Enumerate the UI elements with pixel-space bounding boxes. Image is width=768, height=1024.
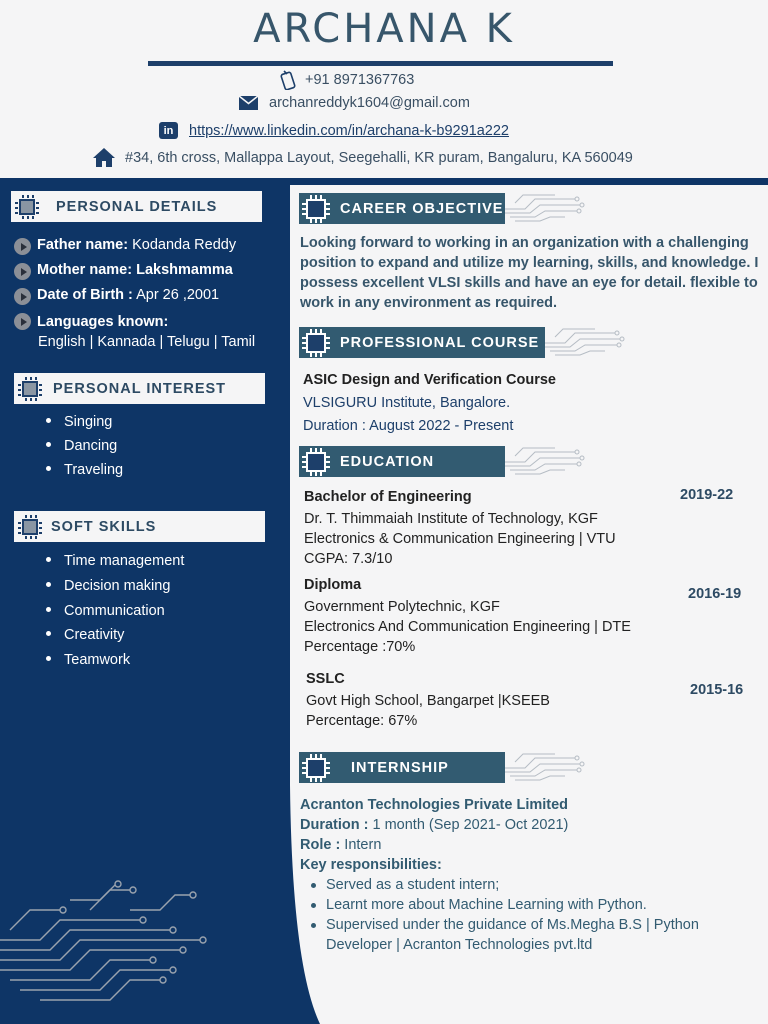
list-item: Teamwork <box>46 648 184 673</box>
father-label: Father name: <box>37 237 129 253</box>
education-heading <box>299 446 505 477</box>
chip-icon <box>18 377 42 401</box>
phone-number: +91 8971367763 <box>305 72 415 88</box>
languages-row <box>14 312 255 352</box>
chip-icon <box>302 329 330 357</box>
course-name: ASIC Design and Verification Course <box>303 372 556 388</box>
education-degree: Bachelor of Engineering <box>304 489 472 505</box>
list-item: Dancing <box>46 434 123 458</box>
phone-icon <box>280 70 296 90</box>
duration-label: Duration : <box>300 817 369 833</box>
education-line: Percentage: 67% <box>306 713 418 729</box>
career-objective-title: CAREER OBJECTIVE <box>340 200 504 217</box>
mother-label: Mother name: <box>37 262 133 278</box>
education-line: CGPA: 7.3/10 <box>304 551 393 567</box>
play-bullet-icon <box>14 263 31 280</box>
play-bullet-icon <box>14 238 31 255</box>
education-line: Government Polytechnic, KGF <box>304 599 500 615</box>
soft-skills-heading <box>14 511 265 542</box>
mail-icon <box>239 96 258 110</box>
address-text: #34, 6th cross, Mallappa Layout, Seegehalli, KR puram, Bangaluru, KA 560049 <box>125 149 633 166</box>
address-row <box>93 148 633 167</box>
chip-icon <box>18 515 42 539</box>
education-year: 2019-22 <box>680 487 734 503</box>
education-degree: SSLC <box>306 671 345 687</box>
languages-label: Languages known: <box>37 314 169 330</box>
professional-course-title: PROFESSIONAL COURSE <box>340 334 540 351</box>
internship-duration <box>300 817 568 833</box>
responsibilities-list <box>310 875 760 955</box>
education-line: Percentage :70% <box>304 639 416 655</box>
list-item: Singing <box>46 410 123 434</box>
father-value: Kodanda Reddy <box>128 237 237 253</box>
chip-icon <box>302 448 330 476</box>
internship-role <box>300 837 381 853</box>
career-objective-heading <box>299 193 505 224</box>
dob-row <box>14 287 219 305</box>
list-item: Learnt more about Machine Learning with Python. <box>310 895 760 915</box>
education-line: Electronics & Communication Engineering | VTU <box>304 531 616 547</box>
email-row <box>239 95 470 111</box>
list-item: Creativity <box>46 623 184 648</box>
role-label: Role : <box>300 837 341 853</box>
education-line: Govt High School, Bangarpet |KSEEB <box>306 693 550 709</box>
chip-icon <box>15 195 39 219</box>
father-name-row <box>14 237 236 255</box>
key-responsibilities-label: Key responsibilities: <box>300 857 442 873</box>
course-institute: VLSIGURU Institute, Bangalore. <box>303 395 511 411</box>
internship-heading <box>299 752 505 783</box>
list-item: Communication <box>46 599 184 624</box>
interest-list <box>46 410 123 482</box>
soft-skills-title: SOFT SKILLS <box>51 518 157 535</box>
education-line: Electronics And Communication Engineering | DTE <box>304 619 631 635</box>
education-year: 2016-19 <box>688 586 742 602</box>
dob-value: Apr 26 ,2001 <box>132 287 220 303</box>
chip-icon <box>302 195 330 223</box>
professional-course-heading <box>299 327 545 358</box>
internship-company: Acranton Technologies Private Limited <box>300 797 569 813</box>
education-details <box>304 509 616 569</box>
education-degree: Diploma <box>304 577 362 593</box>
mother-name-row <box>14 262 233 280</box>
chip-icon <box>302 754 330 782</box>
play-bullet-icon <box>14 313 31 330</box>
name-underline <box>148 61 613 66</box>
dob-label: Date of Birth : <box>37 287 133 303</box>
course-duration: Duration : August 2022 - Present <box>303 418 514 434</box>
linkedin-link[interactable]: https://www.linkedin.com/in/archana-k-b9291a222 <box>189 122 509 139</box>
personal-details-title: PERSONAL DETAILS <box>56 198 218 215</box>
role-value: Intern <box>340 837 382 853</box>
linkedin-icon <box>159 122 178 139</box>
header-divider-bar <box>0 178 768 185</box>
list-item: Decision making <box>46 574 184 599</box>
phone-row <box>280 70 414 90</box>
internship-title: INTERNSHIP <box>351 759 449 776</box>
list-item: Served as a student intern; <box>310 875 760 895</box>
list-item: Supervised under the guidance of Ms.Megha B.S | Python Developer | Acranton Technologies pvt.ltd <box>310 915 760 955</box>
education-title: EDUCATION <box>340 453 435 470</box>
linkedin-row <box>159 122 509 139</box>
mother-value: Lakshmamma <box>132 262 233 278</box>
email-address[interactable]: archanreddyk1604@gmail.com <box>269 95 470 111</box>
candidate-name: ARCHANA K <box>253 6 515 52</box>
list-item: Time management <box>46 549 184 574</box>
circuit-decoration-icon <box>0 880 230 1010</box>
languages-value: English | Kannada | Telugu | Tamil <box>38 334 256 350</box>
home-icon <box>93 148 115 167</box>
list-item: Traveling <box>46 458 123 482</box>
soft-skills-list <box>46 549 184 673</box>
circuit-trace-icon <box>505 193 585 225</box>
education-details <box>304 597 631 657</box>
play-bullet-icon <box>14 288 31 305</box>
circuit-trace-icon <box>505 752 585 784</box>
circuit-trace-icon <box>545 327 625 359</box>
education-line: Dr. T. Thimmaiah Institute of Technology, KGF <box>304 511 598 527</box>
personal-interest-title: PERSONAL INTEREST <box>53 380 227 397</box>
personal-details-heading <box>11 191 262 222</box>
education-year: 2015-16 <box>690 682 744 698</box>
personal-interest-heading <box>14 373 265 404</box>
linkedin-badge: in <box>159 122 178 139</box>
circuit-trace-icon <box>505 446 585 478</box>
duration-value: 1 month (Sep 2021- Oct 2021) <box>368 817 569 833</box>
education-details <box>306 691 550 731</box>
career-objective-text: Looking forward to working in an organization with a challenging position to expand and utilize my learning, skills, and knowledge. I possess excellent VLSI skills and have an eye for detail. flexible to work in any environment as required. <box>300 235 759 311</box>
